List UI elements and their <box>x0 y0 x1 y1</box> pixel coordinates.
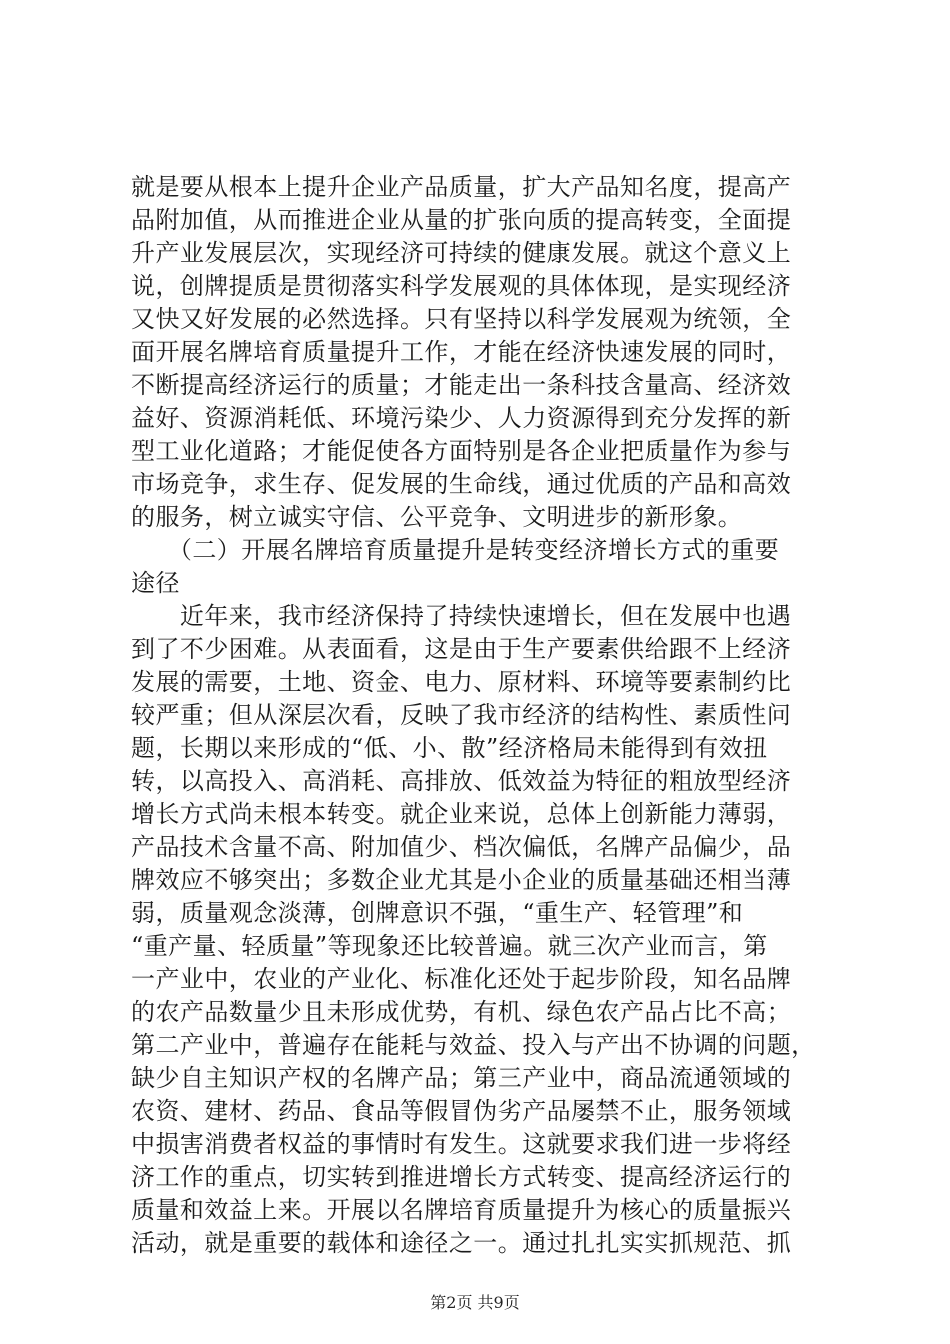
body-text <box>131 171 831 1260</box>
text-line: 牌效应不够突出；多数企业尤其是小企业的质量基础还相当薄 <box>131 866 792 894</box>
text-line: 农资、建材、药品、食品等假冒伪劣产品屡禁不止，服务领域 <box>131 1097 792 1125</box>
text-line: 面开展名牌培育质量提升工作，才能在经济快速发展的同时， <box>131 338 792 366</box>
text-line: 近年来，我市经济保持了持续快速增长，但在发展中也遇 <box>131 602 792 630</box>
text-line: 较严重；但从深层次看，反映了我市经济的结构性、素质性问 <box>131 701 792 729</box>
text-line: 到了不少困难。从表面看，这是由于生产要素供给跟不上经济 <box>131 635 792 663</box>
text-line: 缺少自主知识产权的名牌产品；第三产业中，商品流通领域的 <box>131 1064 792 1092</box>
text-line: 济工作的重点，切实转到推进增长方式转变、提高经济运行的 <box>131 1163 792 1191</box>
section-heading-line: （二）开展名牌培育质量提升是转变经济增长方式的重要 <box>131 536 780 564</box>
text-line: “重产量、轻质量”等现象还比较普遍。就三次产业而言，第 <box>131 932 768 960</box>
text-line: 就是要从根本上提升企业产品质量，扩大产品知名度，提高产 <box>131 173 792 201</box>
text-line: 第二产业中，普遍存在能耗与效益、投入与产出不协调的问题， <box>131 1031 816 1059</box>
text-line: 质量和效益上来。开展以名牌培育质量提升为核心的质量振兴 <box>131 1196 792 1224</box>
text-line: 的农产品数量少且未形成优势，有机、绿色农产品占比不高； <box>131 998 792 1026</box>
text-line: 升产业发展层次，实现经济可持续的健康发展。就这个意义上 <box>131 239 792 267</box>
text-line: 型工业化道路；才能促使各方面特别是各企业把质量作为参与 <box>131 437 792 465</box>
text-line: 发展的需要，土地、资金、电力、原材料、环境等要素制约比 <box>131 668 792 696</box>
text-line: 市场竞争，求生存、促发展的生命线，通过优质的产品和高效 <box>131 470 792 498</box>
section-heading-line: 途径 <box>131 569 180 597</box>
text-line: 益好、资源消耗低、环境污染少、人力资源得到充分发挥的新 <box>131 404 792 432</box>
text-line: 题，长期以来形成的“低、小、散”经济格局未能得到有效扭 <box>131 734 768 762</box>
text-line: 的服务，树立诚实守信、公平竞争、文明进步的新形象。 <box>131 503 743 531</box>
page-number-footer: 第2页 共9页 <box>430 1293 520 1312</box>
text-line: 品附加值，从而推进企业从量的扩张向质的提高转变，全面提 <box>131 206 792 234</box>
text-line: 又快又好发展的必然选择。只有坚持以科学发展观为统领，全 <box>131 305 792 333</box>
text-line: 一产业中，农业的产业化、标准化还处于起步阶段，知名品牌 <box>131 965 792 993</box>
text-line: 增长方式尚未根本转变。就企业来说，总体上创新能力薄弱， <box>131 800 792 828</box>
text-line: 中损害消费者权益的事情时有发生。这就要求我们进一步将经 <box>131 1130 792 1158</box>
text-line: 活动，就是重要的载体和途径之一。通过扎扎实实抓规范、抓 <box>131 1229 792 1257</box>
text-line: 产品技术含量不高、附加值少、档次偏低，名牌产品偏少，品 <box>131 833 792 861</box>
text-line: 弱，质量观念淡薄，创牌意识不强，“重生产、轻管理”和 <box>131 899 744 927</box>
text-line: 说，创牌提质是贯彻落实科学发展观的具体体现，是实现经济 <box>131 272 792 300</box>
text-line: 不断提高经济运行的质量；才能走出一条科技含量高、经济效 <box>131 371 792 399</box>
text-line: 转，以高投入、高消耗、高排放、低效益为特征的粗放型经济 <box>131 767 792 795</box>
